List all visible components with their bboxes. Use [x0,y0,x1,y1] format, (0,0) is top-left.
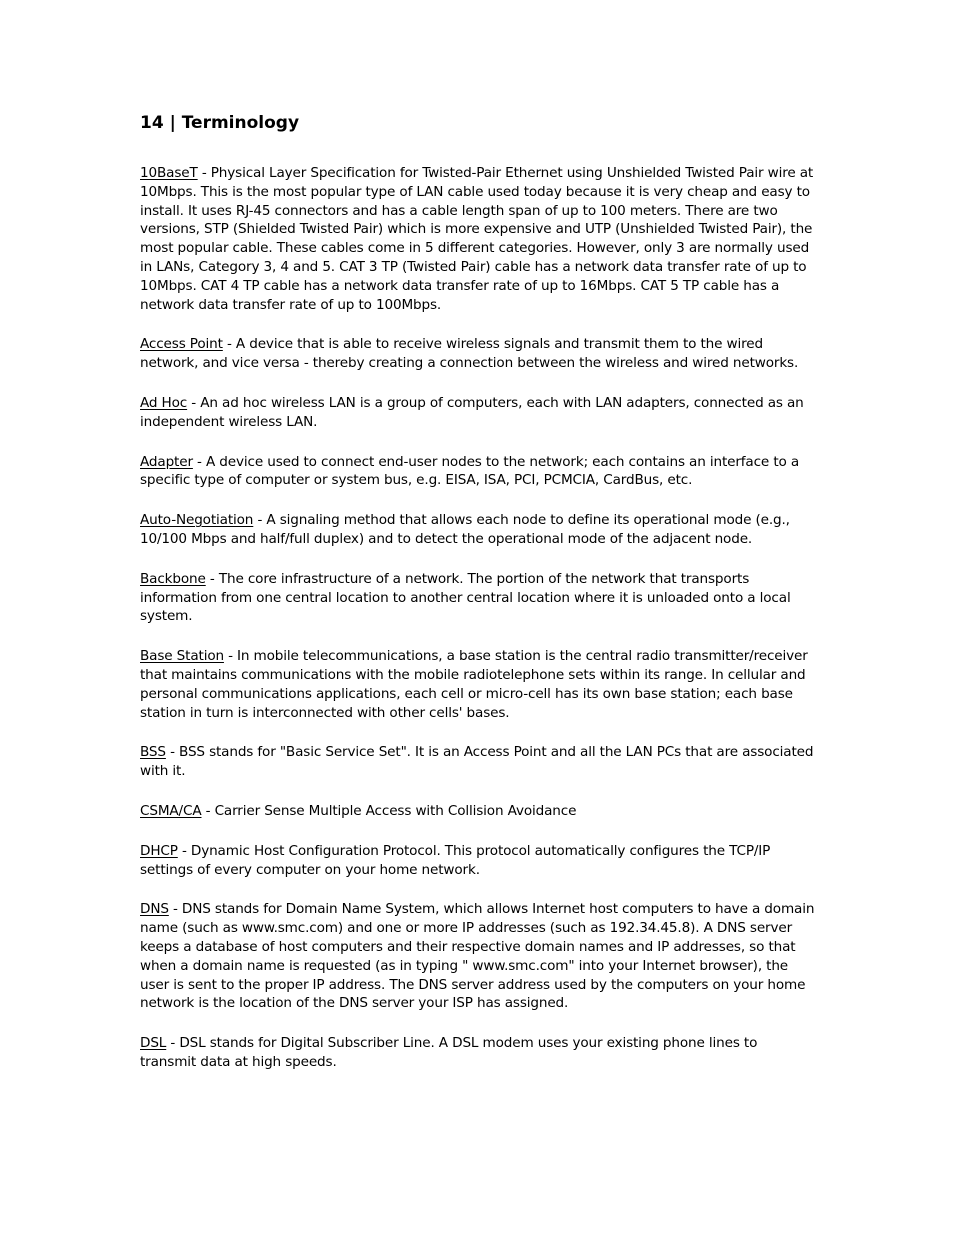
glossary-definition: - The core infrastructure of a network. The portion of the network that transports information from one central location to another central location where it is unloaded onto a local system. [140,570,791,625]
glossary-entry-dsl [140,1034,816,1072]
glossary-term: Base Station [140,648,224,665]
glossary-entry-access-point [140,335,816,373]
glossary-definition: - An ad hoc wireless LAN is a group of computers, each with LAN adapters, connected as an independent wireless LAN. [140,394,804,430]
section-title: Terminology [181,113,300,133]
glossary-definition: - A device that is able to receive wireless signals and transmit them to the wired network, and vice versa - thereby creating a connection between the wireless and wired networks. [140,336,799,372]
heading-separator: | [163,113,182,133]
section-heading [140,112,816,134]
glossary-definition: - In mobile telecommunications, a base station is the central radio transmitter/receiver that maintains communications with the mobile radiotelephone sets within its range. In cellular and personal communications applications, each cell or micro-cell has its own base station; each base station in turn is interconnected with other cells' bases. [140,648,808,721]
glossary-entry-dns [140,900,816,1013]
glossary-definition: - Physical Layer Specification for Twisted-Pair Ethernet using Unshielded Twisted Pair wire at 10Mbps. This is the most popular type of LAN cable used today because it is very cheap and easy to install. It uses RJ-45 connectors and has a cable length span of up to 100 meters. There are two versions, STP (Shielded Twisted Pair) which is more expensive and UTP (Unshielded Twisted Pair), the most popular cable. These cables come in 5 different categories. However, only 3 are normally used in LANs, Category 3, 4 and 5. CAT 3 TP (Twisted Pair) cable has a network data transfer rate of up to 10Mbps. CAT 4 TP cable has a network data transfer rate of up to 16Mbps. CAT 5 TP cable has a network data transfer rate of up to 100Mbps. [140,165,814,313]
glossary-definition: - Carrier Sense Multiple Access with Collision Avoidance [201,802,577,819]
glossary-entry-dhcp [140,842,816,880]
glossary-entry-adapter [140,453,816,491]
glossary-term: DNS [140,901,169,918]
glossary-term: DSL [140,1035,167,1052]
glossary-entry-auto-negotiation [140,511,816,549]
glossary-definition: - Dynamic Host Configuration Protocol. This protocol automatically configures the TCP/IP settings of every computer on your home network. [140,842,771,878]
glossary-term: Adapter [140,453,193,470]
glossary-definition: - DSL stands for Digital Subscriber Line. A DSL modem uses your existing phone lines to transmit data at high speeds. [140,1035,758,1070]
glossary-entry-10baset [140,164,816,314]
glossary-entry-base-station [140,647,816,722]
glossary-definition: - BSS stands for "Basic Service Set". It is an Access Point and all the LAN PCs that are associated with it. [140,744,814,780]
glossary-term: Access Point [140,336,223,353]
glossary-entry-backbone [140,570,816,626]
glossary-term: Backbone [140,570,206,587]
glossary-term: 10BaseT [140,165,198,181]
glossary-term: DHCP [140,842,178,859]
section-number: 14 [140,113,164,133]
glossary-term: Auto-Negotiation [140,512,254,529]
glossary-entry-csma-ca [140,802,816,821]
document-page [140,112,816,1093]
glossary-entry-ad-hoc [140,394,816,432]
glossary-term: Ad Hoc [140,394,188,411]
glossary-entry-bss [140,743,816,781]
glossary-definition: - A signaling method that allows each node to define its operational mode (e.g., 10/100 Mbps and half/full duplex) and to detect the operational mode of the adjacent node. [140,512,790,547]
glossary-term: CSMA/CA [140,802,202,819]
glossary-term: BSS [140,744,166,761]
glossary-definition: - A device used to connect end-user nodes to the network; each contains an interface to a specific type of computer or system bus, e.g. EISA, ISA, PCI, PCMCIA, CardBus, etc. [140,453,800,489]
glossary-definition: - DNS stands for Domain Name System, which allows Internet host computers to have a domain name (such as www.smc.com) and one or more IP addresses (such as 192.34.45.8). A DNS server keeps a database of host computers and their respective domain names and IP addresses, so that when a domain name is requested (as in typing " www.smc.com" into your Internet browser), the user is sent to the proper IP address. The DNS server address used by the computers on your home network is the location of the DNS server your ISP has assigned. [140,901,815,1012]
